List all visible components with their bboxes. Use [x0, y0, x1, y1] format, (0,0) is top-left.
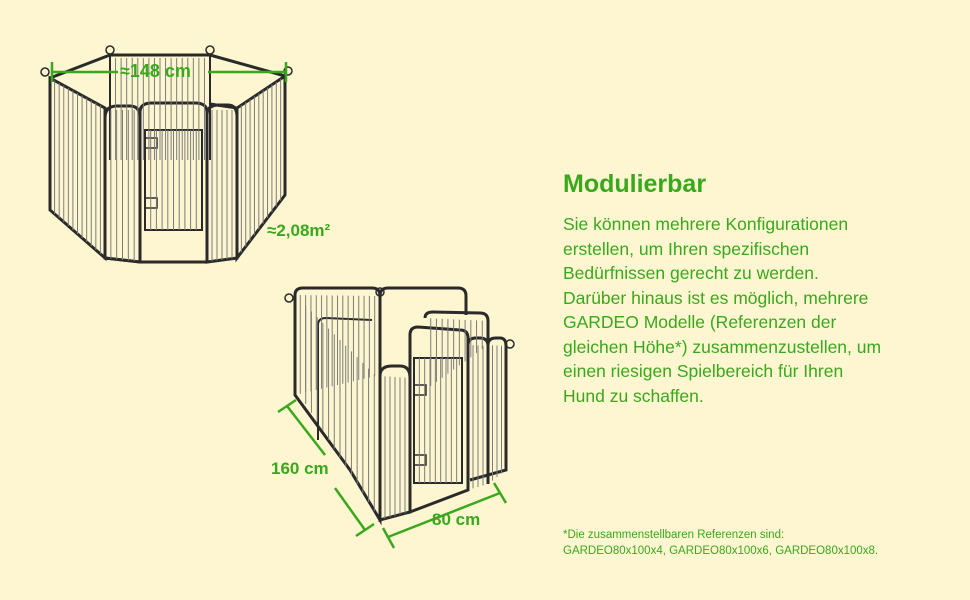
rectangle-length-label: 160 cm	[271, 459, 329, 478]
description-line: einen riesigen Spielbereich für Ihren	[563, 361, 844, 381]
rectangle-width-label: 80 cm	[432, 510, 481, 529]
description-line: gleichen Höhe*) zusammenzustellen, um	[563, 336, 882, 357]
description-line: Bedürfnissen gerecht zu werden.	[563, 263, 819, 283]
heading: Modulierbar	[563, 170, 707, 198]
description-line: Hund zu schaffen.	[563, 385, 704, 406]
hexagon-area-label: ≈2,08m²	[267, 221, 331, 240]
footnote-line: GARDEO80x100x4, GARDEO80x100x6, GARDEO80x100x8.	[563, 545, 879, 557]
footnote-line: *Die zusammenstellbaren Referenzen sind:	[563, 529, 785, 541]
description	[563, 212, 963, 408]
description-line: Darüber hinaus ist es möglich, mehrere	[563, 287, 869, 308]
description-line: Sie können mehrere Konfigurationen	[563, 214, 849, 234]
hexagon-width-label: ≈148 cm	[120, 61, 191, 81]
description-line: erstellen, um Ihren spezifischen	[563, 238, 810, 259]
description-line: GARDEO Modelle (Referenzen der	[563, 312, 837, 332]
footnote	[563, 527, 963, 559]
